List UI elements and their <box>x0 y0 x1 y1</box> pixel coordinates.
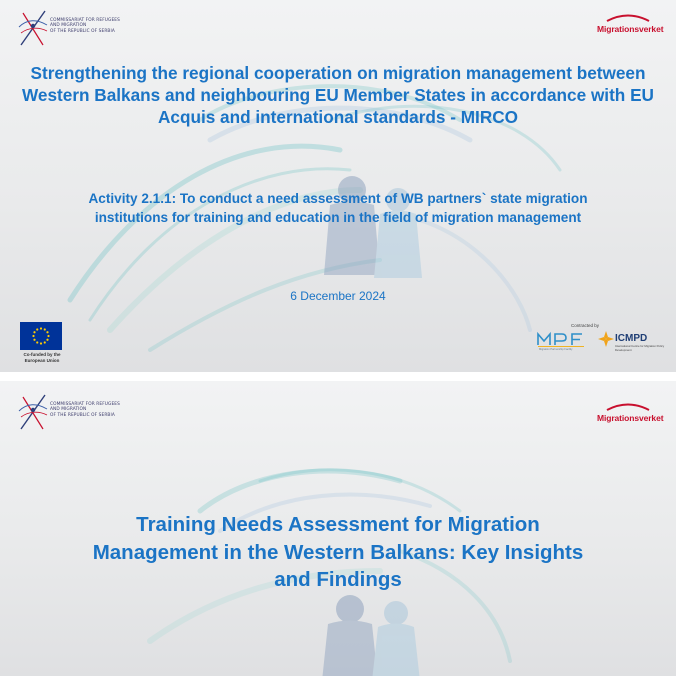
mpf-caption: Migration Partnership Facility <box>539 348 573 351</box>
commissariat-emblem-icon <box>17 5 49 49</box>
icmpd-emblem-icon <box>597 330 615 348</box>
migrationsverket-logo <box>597 9 663 34</box>
mpf-logo-icon <box>536 331 588 347</box>
slide-1-title: Strengthening the regional cooperation on migration management between Western Balkans and neighbouring EU Member States in accordance with EU Acquis and international standards - MIRCO <box>22 63 654 127</box>
slide-2 <box>0 381 676 676</box>
commissariat-emblem-icon <box>17 389 49 433</box>
eu-cofunded-caption: Co-funded by the European Union <box>23 352 61 363</box>
commissariat-logo <box>17 5 120 49</box>
migrationsverket-crown-icon <box>597 12 659 22</box>
icmpd-name: ICMPD <box>615 333 648 344</box>
icmpd-caption: International Centre for Migration Policy Development <box>615 344 665 352</box>
commissariat-text: COMMISSARIAT FOR REFUGEES AND MIGRATION OF THE REPUBLIC OF SERBIA <box>50 18 120 34</box>
migrationsverket-text: Migrationsverket <box>597 24 664 34</box>
slide-2-title: Training Needs Assessment for Migration Management in the Western Balkans: Key Insights and Findings <box>92 513 584 591</box>
migrationsverket-logo <box>597 398 663 423</box>
presentation-date: 6 December 2024 <box>290 289 386 303</box>
contracted-by-label: Contracted by <box>571 323 600 328</box>
slide-divider <box>0 372 676 381</box>
commissariat-text: COMMISSARIAT FOR REFUGEES AND MIGRATION OF THE REPUBLIC OF SERBIA <box>50 402 120 418</box>
migrationsverket-text: Migrationsverket <box>597 413 664 423</box>
eu-flag-icon <box>20 322 62 350</box>
migrationsverket-crown-icon <box>597 401 659 411</box>
activity-description: Activity 2.1.1: To conduct a need assessment of WB partners` state migration institutions for training and education in the field of migration management <box>88 191 588 225</box>
commissariat-logo <box>17 389 120 433</box>
